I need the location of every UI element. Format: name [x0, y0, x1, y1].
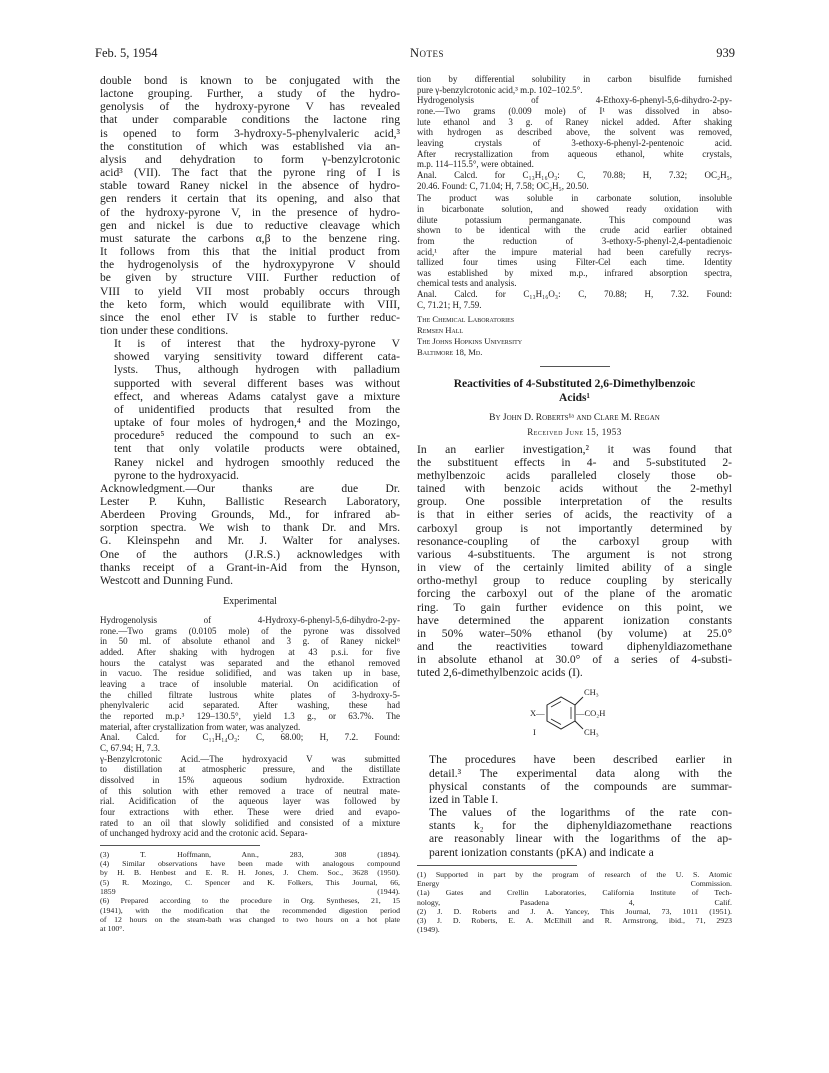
text-line: stants k₂ for the diphenyldiazomethane reactions — [429, 819, 732, 833]
article-separator — [540, 366, 610, 367]
text-line: 20.46. Found: C, 71.04; H, 7.58; OC₂H₅, 20.50. — [417, 180, 589, 191]
text-line: (1949). — [417, 925, 440, 935]
text-line: dissolved in 15% aqueous sodium hydroxide. Extraction — [100, 774, 400, 785]
left-column — [100, 74, 400, 934]
paragraph-hydrogenolysis-ethoxy — [417, 95, 732, 170]
received-date: Received June 15, 1953 — [527, 426, 622, 437]
text-line: Lester P. Kuhn, Ballistic Research Laboratory, — [100, 495, 400, 508]
text-line: gen renders it certain that its opening, and also that — [100, 192, 400, 206]
text-line: material, after crystallization from water, was analyzed. — [100, 721, 301, 732]
header-page-number: 939 — [716, 46, 735, 60]
text-line: Reactivities of 4-Substituted 2,6-Dimethylbenzoic — [453, 377, 696, 390]
text-line: chemical tests and analysis. — [417, 278, 517, 289]
text-line: the substituent effects in 4- and 5-substituted 2- — [417, 455, 732, 469]
text-line: leaving crystals of 3-ethoxy-6-phenyl-2-pentenoic acid. — [417, 137, 732, 148]
text-line: the hydrogenolysis of the hydroxypyrone V should — [100, 258, 400, 272]
compound-number: I — [533, 727, 536, 738]
paragraph-introduction — [417, 443, 732, 680]
text-line: pure γ-benzylcrotonic acid,³ m.p. 102–102.5°. — [417, 84, 583, 95]
text-line: (1) Supported in part by the program of research of the U. S. Atomic — [417, 869, 732, 879]
text-line: dilute potassium permanganate. This compound was — [417, 214, 732, 225]
page-header — [95, 46, 735, 62]
text-line: (5) R. Mozingo, C. Spencer and K. Folkers, This Journal, 66, — [100, 877, 400, 887]
text-line: of unidentified products that resulted from the — [114, 402, 400, 416]
text-line: in absolute ethanol at 30.0° of a series of 4-substi- — [417, 653, 732, 667]
laboratory-address — [417, 314, 732, 357]
text-line: Anal. Calcd. for C₁₃H₁₆O₃: C, 70.88; H, 7.32; OC₂H₅, — [417, 169, 732, 180]
text-line: acid³ (VII). The fact that the pyrone ring of I is — [100, 166, 400, 180]
text-line: C, 71.21; H, 7.59. — [417, 299, 482, 310]
text-line: C, 67.94; H, 7.3. — [100, 742, 161, 753]
article-title — [417, 377, 732, 405]
paragraph-catalysts — [100, 337, 400, 482]
footnote-rule-right — [417, 865, 577, 866]
text-line: nology, Pasadena 4, Calif. — [417, 897, 732, 907]
text-line: sorption spectra. We wish to thank Dr. and Mrs. — [100, 521, 400, 535]
text-line: rone.—Two grams (0.009 mole) of I¹ was dissolved in abso- — [417, 105, 732, 116]
text-line: in vacuo. The residue solidified, and was taken up in base, — [100, 668, 400, 679]
text-line: that under comparable conditions the lactone ring — [100, 113, 400, 127]
text-line: tion by differential solubility in carbon bisulfide furnished — [417, 74, 732, 84]
text-line: Anal. Calcd. for C₁₃H₁₆O₃: C, 70.88; H, 7.32. Found: — [417, 289, 732, 300]
text-line: shown to be identical with the crude acid earlier obtained — [417, 225, 732, 236]
text-line: in 50% water–50% ethanol (by volume) at 25.0° — [417, 626, 732, 640]
text-line: carboxyl group is not importantly determined by — [417, 521, 732, 535]
text-line: (4) Similar observations have been made with analogous compound — [100, 859, 400, 869]
text-line: After recrystallization from aqueous ethanol, white crystals, — [417, 148, 732, 159]
text-line: was established by mixed m.p., infrared absorption spectra, — [417, 267, 732, 278]
text-line: uptake of four moles of hydrogen,⁴ and the Mozingo, — [114, 416, 400, 430]
text-line: Baltimore 18, Md. — [417, 346, 483, 357]
text-line: ring. To gain further evidence on this point, we — [417, 600, 732, 614]
text-line: Energy Commission. — [417, 878, 732, 888]
article-byline: By John D. Roberts¹ᵃ and Clare M. Regan — [489, 412, 660, 423]
text-line: parent ionization constants (pKA) and indicate a — [429, 845, 654, 859]
text-line: rone.—Two grams (0.0105 mole) of the pyrone was dissolved — [100, 625, 400, 636]
text-line: acid,¹ after the impure material had been carefully recrys- — [417, 246, 732, 257]
structure-diagram — [417, 683, 732, 743]
text-line: lactone grouping. Further, a study of the hydro- — [100, 87, 400, 101]
text-line: Raney nickel and hydrogen smoothly reduced the — [114, 455, 400, 469]
carboxyl-group: —CO₂H — [576, 708, 606, 719]
text-line: G. Kleinspehn and Mr. J. Walter for analyses. — [100, 534, 400, 548]
paragraph-lactone — [100, 74, 400, 337]
text-line: Acknowledgment.—Our thanks are due Dr. — [100, 481, 400, 495]
text-line: The values of the logarithms of the rate con- — [429, 806, 732, 820]
text-line: methylbenzoic acids paralleled closely those ob- — [417, 468, 732, 482]
text-line: Hydrogenolysis of 4-Hydroxy-6-phenyl-5,6-dihydro-2-py- — [100, 615, 400, 626]
text-line: of unchanged hydroxy acid and the crotonic acid. Separa- — [100, 828, 308, 839]
footnotes-left — [100, 850, 400, 934]
text-line: thanks receipt of a Grant-in-Aid from the Hynson, — [100, 560, 400, 574]
text-line: It follows from this that the initial product from — [100, 245, 400, 259]
methyl-top: CH₃ — [584, 687, 599, 698]
text-line: γ-Benzylcrotonic Acid.—The hydroxyacid V was submitted — [100, 753, 400, 764]
methyl-bottom: CH₃ — [584, 727, 599, 738]
substituent-x: X— — [530, 708, 545, 719]
text-line: resonance-coupling of the carboxyl group with — [417, 534, 732, 548]
text-line: physical constants of the compounds are summar- — [429, 779, 732, 793]
text-line: stable toward Raney nickel in the absence of hydro- — [100, 179, 400, 193]
text-line: In an earlier investigation,² it was found that — [417, 442, 732, 456]
text-line: effect, and whereas Adams catalyst gave a mixture — [114, 389, 400, 403]
text-line: must saturate the carbons α,β to the benzene ring. — [100, 231, 400, 245]
text-line: m.p. 114–115.5°, were obtained. — [417, 159, 534, 170]
text-line: (6) Prepared according to the procedure in Org. Syntheses, 21, 15 — [100, 896, 400, 906]
text-line: showed varying sensitivity toward different cata- — [114, 350, 400, 364]
text-line: be given by structure VIII. Further reduction of — [100, 271, 400, 285]
text-line: since the enol ether IV is stable to further reduc- — [100, 310, 400, 324]
text-line: in view of the certainly limited ability of a single — [417, 561, 732, 575]
text-line: are reasonably linear with the logarithms of the ap- — [429, 832, 732, 846]
text-line: (3) J. D. Roberts, E. A. McElhill and R. Armstrong, ibid., 71, 2923 — [417, 916, 732, 926]
text-line: pyrone to the hydroxyacid. — [114, 468, 239, 482]
text-line: Aberdeen Proving Grounds, Md., for infrared ab- — [100, 508, 400, 522]
text-line: One of the authors (J.R.S.) acknowledges with — [100, 547, 400, 561]
text-line: of the hydroxy-pyrone V, in the presence of hydro- — [100, 205, 400, 219]
text-line: tallized four times using Filter-Cel each time. Identity — [417, 257, 732, 268]
text-line: hours the catalyst was separated and the ethanol removed — [100, 657, 400, 668]
text-line: The product was soluble in carbonate solution, insoluble — [417, 193, 732, 204]
text-line: have determined the apparent ionization constants — [417, 613, 732, 627]
text-line: lysts. Thus, although hydrogen with palladium — [114, 363, 400, 377]
text-line: the reported m.p.³ 129–130.5°, yield 1.3 g., or 63.7%. The — [100, 711, 400, 721]
text-line: Remsen Hall — [417, 325, 464, 336]
text-line: at 100°. — [100, 924, 125, 934]
text-line: gen and nickel is due to reductive cleavage which — [100, 218, 400, 232]
text-line: in bicarbonate solution, and showed ready oxidation with — [417, 203, 732, 214]
text-line: alysis and dehydration to form γ-benzylcrotonic — [100, 152, 400, 166]
text-line: is that in either series of acids, the reactivity of a — [417, 508, 732, 522]
text-line: tion under these conditions. — [100, 323, 229, 337]
paragraph-hydrogenolysis-hydroxy — [100, 615, 400, 732]
text-line: (1a) Gates and Crellin Laboratories, California Institute of Tech- — [417, 888, 732, 898]
paragraph-procedures — [417, 753, 732, 806]
text-line: rated to an oil that slowly solidified and consisted of a mixture — [100, 817, 400, 828]
text-line: Acids¹ — [559, 391, 590, 404]
text-line: rial. Acidification of the aqueous layer was followed by — [100, 796, 400, 807]
text-line: of this solution with ether removed a trace of neutral mate- — [100, 785, 400, 796]
text-line: added. After shaking with hydrogen at 43 p.s.i. for five — [100, 647, 400, 658]
text-line: four extractions with ether. These were dried and evapo- — [100, 806, 400, 817]
text-line: (1941), with the modification that the recommended digestion period — [100, 905, 400, 915]
right-column — [417, 74, 732, 935]
analysis-1 — [100, 732, 400, 753]
experimental-heading: Experimental — [223, 596, 277, 608]
text-line: forcing the carboxyl out of the plane of the aromatic — [417, 587, 732, 601]
text-line: leaving a trace of insoluble material. On acidification of — [100, 679, 400, 690]
footnotes-right — [417, 870, 732, 935]
text-line: The procedures have been described earlier in — [429, 753, 732, 767]
text-line: (2) J. D. Roberts and J. A. Yancey, This Journal, 73, 1011 (1951). — [417, 906, 732, 916]
paragraph-product — [417, 193, 732, 289]
text-line: The Johns Hopkins University — [417, 336, 523, 347]
text-line: The Chemical Laboratories — [417, 314, 515, 325]
text-line: lute ethanol and 3 g. of Raney nickel added. After shaking — [417, 116, 732, 127]
text-line: from the reduction of 3-ethoxy-5-phenyl-2,4-pentadienoic — [417, 235, 732, 246]
text-line: tuted 2,6-dimethylbenzoic acids (I). — [417, 666, 583, 680]
text-line: the keto form, which would equilibrate with VIII, — [100, 297, 400, 311]
paragraph-benzylcrotonic — [100, 754, 400, 839]
text-line: is opened to form 3-hydroxy-5-phenylvaleric acid,³ — [100, 126, 400, 140]
analysis-2 — [417, 170, 732, 191]
text-line: Anal. Calcd. for C₁₁H₁₄O₃: C, 68.00; H, 7.2. Found: — [100, 732, 400, 743]
text-line: by H. B. Henbest and E. R. H. Jones, J. Chem. Soc., 3628 (1950). — [100, 868, 400, 878]
text-line: Hydrogenolysis of 4-Ethoxy-6-phenyl-5,6-dihydro-2-py- — [417, 95, 732, 106]
paragraph-rate-constants — [417, 806, 732, 859]
header-date: Feb. 5, 1954 — [95, 46, 158, 60]
text-line: procedure⁵ reduced the compound to such an ex- — [114, 429, 400, 443]
analysis-3 — [417, 289, 732, 310]
text-line: It is of interest that the hydroxy-pyrone V — [114, 337, 400, 351]
text-line: detail.³ The experimental data along with the — [429, 766, 732, 780]
text-line: various 4-substituents. The argument is not strong — [417, 547, 732, 561]
text-line: of 12 hours on the steam-bath was changed to two hours on a hot plate — [100, 914, 400, 924]
text-line: genolysis of the hydroxy-pyrone V has revealed — [100, 100, 400, 114]
text-line: ortho-methyl group to reduce coupling by sterically — [417, 574, 732, 588]
text-line: (3) T. Hoffmann, Ann., 283, 308 (1894). — [100, 849, 400, 859]
text-line: the constitution of which was established via an- — [100, 139, 400, 153]
text-line: ized in Table I. — [429, 792, 499, 806]
text-line: Westcott and Dunning Fund. — [100, 573, 234, 587]
text-line: VIII to yield VII most probably occurs through — [100, 284, 400, 298]
text-line: tent that only volatile products were obtained, — [114, 442, 400, 456]
text-line: phenylvaleric acid separated. After washing, these had — [100, 700, 400, 711]
header-section: Notes — [410, 46, 445, 60]
text-line: the chilled filtrate lustrous white plates of 3-hydroxy-5- — [100, 689, 400, 700]
paragraph-acknowledgment — [100, 482, 400, 587]
paragraph-continuation — [417, 74, 732, 95]
text-line: supported with several different bases was without — [114, 376, 400, 390]
text-line: with hydrogen as described above, the solvent was removed, — [417, 127, 732, 138]
text-line: 1859 (1944). — [100, 887, 400, 897]
footnote-rule — [100, 845, 260, 846]
text-line: in 50 ml. of absolute ethanol and 3 g. of Raney nickel⁶ — [100, 636, 400, 647]
benzene-ring-drawing — [417, 683, 732, 743]
text-line: to distillation at atmospheric pressure, and the distillate — [100, 764, 400, 775]
text-line: and the reactivities toward diphenyldiazomethane — [417, 639, 732, 653]
text-line: double bond is known to be conjugated with the — [100, 74, 400, 87]
text-line: group. One possible interpretation of the results — [417, 495, 732, 509]
text-line: tained with benzoic acids without the 2-methyl — [417, 482, 732, 496]
